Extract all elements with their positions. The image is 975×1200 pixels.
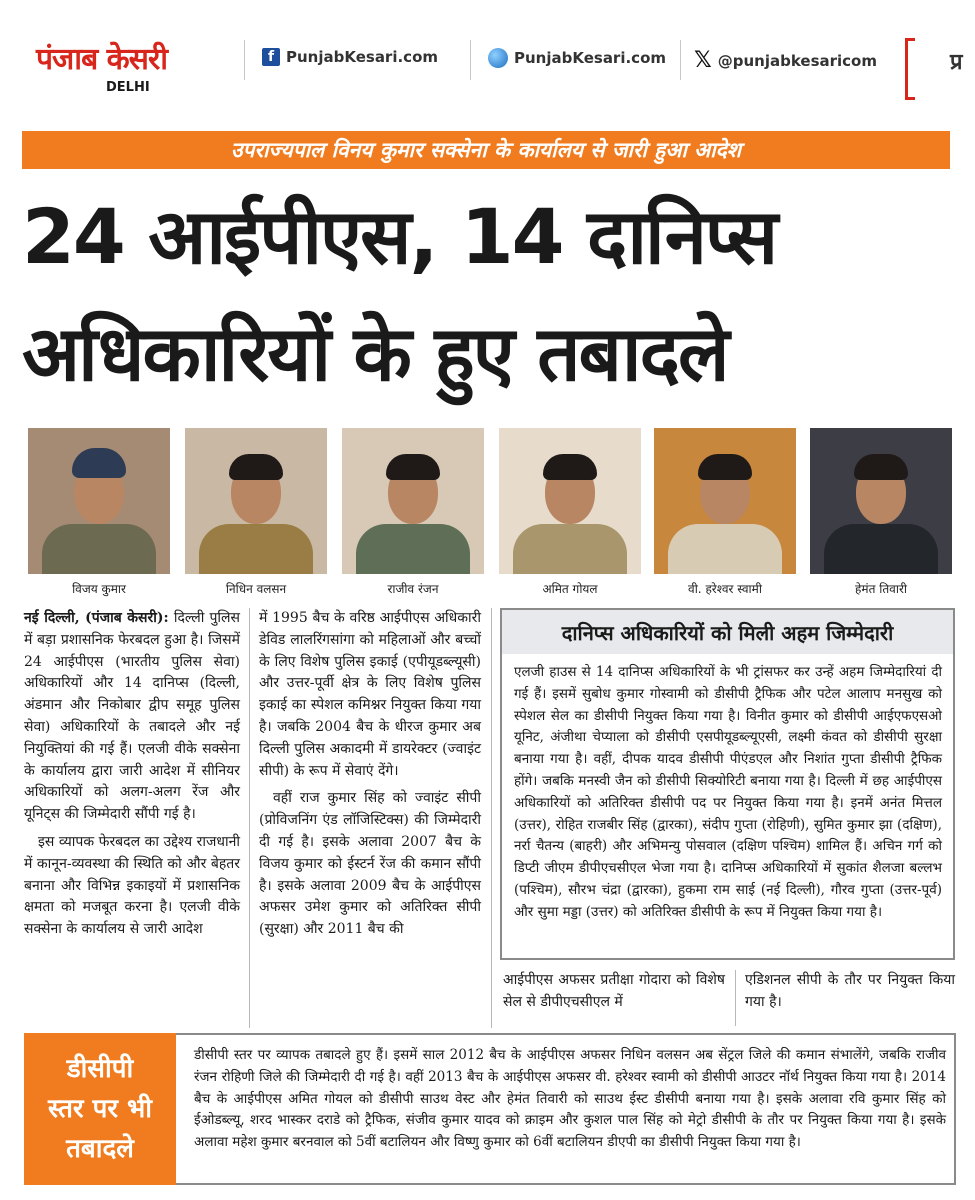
divider <box>680 40 681 80</box>
website-url: PunjabKesari.com <box>514 49 666 67</box>
uniform-shape <box>356 524 470 574</box>
continuation-text-2: एडिशनल सीपी के तौर पर नियुक्त किया गया है। <box>745 972 955 1010</box>
headgear-shape <box>543 454 597 480</box>
photo-caption: निधिन वलसन <box>185 574 327 602</box>
article-paragraph: वहीं राज कुमार सिंह को ज्वाइंट सीपी (प्रोविजनिंग एंड लॉजिस्टिक्स) की जिम्मेदारी दी गई है। इसके अलावा 2007 बैच के विजय कुमार को ईस्टर्न रेंज की कमान सौंपी है। इसके अलावा 2009 बैच के आईपीएस अफसर उमेश कुमार को अतिरिक्त सीपी (सुरक्षा) और 2011 बैच की <box>259 790 481 938</box>
danips-box <box>500 608 955 960</box>
article-column-2 <box>259 608 481 941</box>
officer-photo[interactable] <box>28 428 170 602</box>
x-logo-icon: 𝕏 <box>694 48 712 73</box>
kicker-banner <box>22 131 950 169</box>
headline-line-2: अधिकारियों के हुए तबादले <box>22 309 728 398</box>
portrait-image <box>185 428 327 574</box>
globe-icon <box>488 48 508 68</box>
portrait-image <box>654 428 796 574</box>
website-link[interactable] <box>488 48 666 68</box>
article-paragraph <box>24 608 240 826</box>
officer-photo[interactable] <box>654 428 796 602</box>
feature-tag <box>24 1033 176 1185</box>
article-paragraph: इस व्यापक फेरबदल का उद्देश्य राजधानी में कानून-व्यवस्था की स्थिति को और बेहतर बनाना और विभिन्न इकाइयों में प्रशासनिक क्षमता को मजबूत करना है। एलजी वीके सक्सेना के कार्यालय से जारी आदेश <box>24 833 240 938</box>
box-title: दानिप्स अधिकारियों को मिली अहम जिम्मेदारी <box>502 610 953 654</box>
logo-text: पंजाब केसरी <box>36 42 168 77</box>
kicker-text: उपराज्यपाल विनय कुमार सक्सेना के कार्यालय से जारी हुआ आदेश <box>230 138 741 162</box>
cut-off-text: प्र <box>950 50 963 75</box>
continuation-text-1: आईपीएस अफसर प्रतीक्षा गोदारा को विशेष सेल से डीपीएचसीएल में <box>503 972 725 1010</box>
article-column-1 <box>24 608 240 941</box>
portrait-image <box>499 428 641 574</box>
officer-photo[interactable] <box>499 428 641 602</box>
photo-caption: हेमंत तिवारी <box>810 574 952 602</box>
facebook-link[interactable] <box>262 48 438 66</box>
headgear-shape <box>854 454 908 480</box>
feature-text: डीसीपी स्तर पर व्यापक तबादले हुए हैं। इसमें साल 2012 बैच के आईपीएस अफसर निधिन वलसन अब सेंट्रल जिले की कमान संभालेंगे, जबकि राजीव रंजन रोहिणी जिले की जिम्मेदारी दी गई है। वहीं 2013 बैच के आईपीएस अफसर वी. हरेश्वर स्वामी को डीसीपी आउटर नॉर्थ नियुक्त किया गया है। 2014 बैच के आईपीएस अमित गोयल को डीसीपी साउथ वेस्ट और हेमंत तिवारी को साउथ ईस्ट डीसीपी बनाया गया है। इसके अलावा रवि कुमार सिंह को ईओडब्ल्यू, शरद भास्कर दराडे को ट्रैफिक, संजीव कुमार यादव को क्राइम और कुशल पाल सिंह को मेट्रो डीसीपी के तौर पर नियुक्त किया गया है। इसके अलावा महेश कुमार बरनवाल को 5वीं बटालियन और विष्णु कुमार को 6वीं बटालियन डीएपी का डीसीपी नियुक्त किया गया है। <box>194 1047 946 1151</box>
facebook-handle: PunjabKesari.com <box>286 48 438 66</box>
uniform-shape <box>42 524 156 574</box>
photo-caption: राजीव रंजन <box>342 574 484 602</box>
paragraph-text: दिल्ली पुलिस में बड़ा प्रशासनिक फेरबदल हुआ है। जिसमें 24 आईपीएस (भारतीय पुलिस सेवा) अधिकारियों और 14 दानिप्स (दिल्ली, अंडमान और निकोबार द्वीप समूह पुलिस सेवा) अधिकारियों के तबादले और नई नियुक्तियां की गई हैं। एलजी वीके सक्सेना के कार्यालय द्वारा जारी आदेश में सीनियर अधिकारियों को अलग-अलग रेंज और यूनिट्स की जिम्मेदारी सौंपी गई है। <box>24 610 241 823</box>
headgear-shape <box>229 454 283 480</box>
box-text: एलजी हाउस से 14 दानिप्स अधिकारियों के भी ट्रांसफर कर उन्हें अहम जिम्मेदारियां दी गई हैं। इसमें सुबोध कुमार गोस्वामी को डीसीपी ट्रैफिक और पटेल आलाप मनसुख को स्पेशल सेल का डीसीपी नियुक्त किया गया है। विनीत कुमार को डीसीपी आईएफएसओ यूनिट, अंजीथा चेप्याला को डीसीपी एसपीयूडब्ल्यूएसी, लक्ष्मी कंवत को डीसीपी सुरक्षा बनाया गया है। वहीं, दीपक यादव डीसीपी पीएंडएल और निशांत गुप्ता डीसीपी ट्रैफिक होंगे। जबकि मनस्वी जैन को डीसीपी सिक्योरिटी बनाया गया है। दिल्ली में छह आईपीएस अधिकारियों को अतिरिक्त डीसीपी पद पर नियुक्त किया गया है। इनमें अनंत मित्तल (उत्तर), रोहित राजबीर सिंह (द्वारका), संदीप गुप्ता (रोहिणी), सुमित कुमार झा (दक्षिण), नर्रा चैतन्य (बाहरी) और अभिमन्यु पोसवाल (दक्षिण पश्चिम) शामिल हैं। अचिन गर्ग को डिप्टी जीएम डीपीएचसीएल भेजा गया है। दानिप्स अधिकारियों में सुकांत शैलजा बल्लभ (पश्चिम), सौरभ चंद्रा (द्वारका), हुकमा राम साई (नई दिल्ली), गौरव गुप्ता (उत्तर-पूर्व) और सुमा मड्डा (उत्तर) को अतिरिक्त डीसीपी के रूप में नियुक्त किया गया है। <box>514 664 942 920</box>
uniform-shape <box>668 524 782 574</box>
portrait-image <box>28 428 170 574</box>
edition-label: DELHI <box>106 80 150 95</box>
portrait-image <box>810 428 952 574</box>
feature-tag-text: डीसीपी स्तर पर भी तबादले <box>47 1054 153 1164</box>
officer-photo[interactable] <box>810 428 952 602</box>
article-paragraph: में 1995 बैच के वरिष्ठ आईपीएस अधिकारी डेविड लालरिंगसांगा को महिलाओं और बच्चों के लिए विशेष पुलिस इकाई (एपीयूडब्ल्यूसी) और उत्तर-पूर्वी क्षेत्र के लिए विशेष पुलिस इकाई का स्पेशल कमिश्नर नियुक्त किया गया है। जबकि 2004 बैच के धीरज कुमार अब दिल्ली पुलिस अकादमी में डायरेक्टर (ज्वाइंट सीपी) के रूप में सेवाएं देंगे। <box>259 610 481 779</box>
officer-photo-strip <box>28 428 954 603</box>
masthead-bar <box>0 0 975 112</box>
divider <box>244 40 245 80</box>
uniform-shape <box>513 524 627 574</box>
headgear-shape <box>72 448 126 478</box>
officer-photo[interactable] <box>185 428 327 602</box>
headgear-shape <box>386 454 440 480</box>
twitter-link[interactable] <box>694 48 877 73</box>
divider <box>470 40 471 80</box>
uniform-shape <box>824 524 938 574</box>
portrait-image <box>342 428 484 574</box>
headline-line-1: 24 आईपीएस, 14 दानिप्स <box>22 192 777 281</box>
officer-photo[interactable] <box>342 428 484 602</box>
newspaper-logo[interactable] <box>36 40 218 95</box>
photo-caption: विजय कुमार <box>28 574 170 602</box>
headgear-shape <box>698 454 752 480</box>
column-rule <box>249 608 250 1028</box>
dateline: नई दिल्ली, (पंजाब केसरी): <box>24 610 169 626</box>
photo-caption: वी. हरेश्वर स्वामी <box>654 574 796 602</box>
photo-caption: अमित गोयल <box>499 574 641 602</box>
column-rule <box>735 970 736 1026</box>
uniform-shape <box>199 524 313 574</box>
column-rule <box>491 608 492 1028</box>
bracket-decoration <box>905 38 915 100</box>
dcp-transfers-box <box>24 1033 956 1185</box>
twitter-handle: @punjabkesaricom <box>717 51 877 70</box>
facebook-icon: f <box>262 48 280 66</box>
